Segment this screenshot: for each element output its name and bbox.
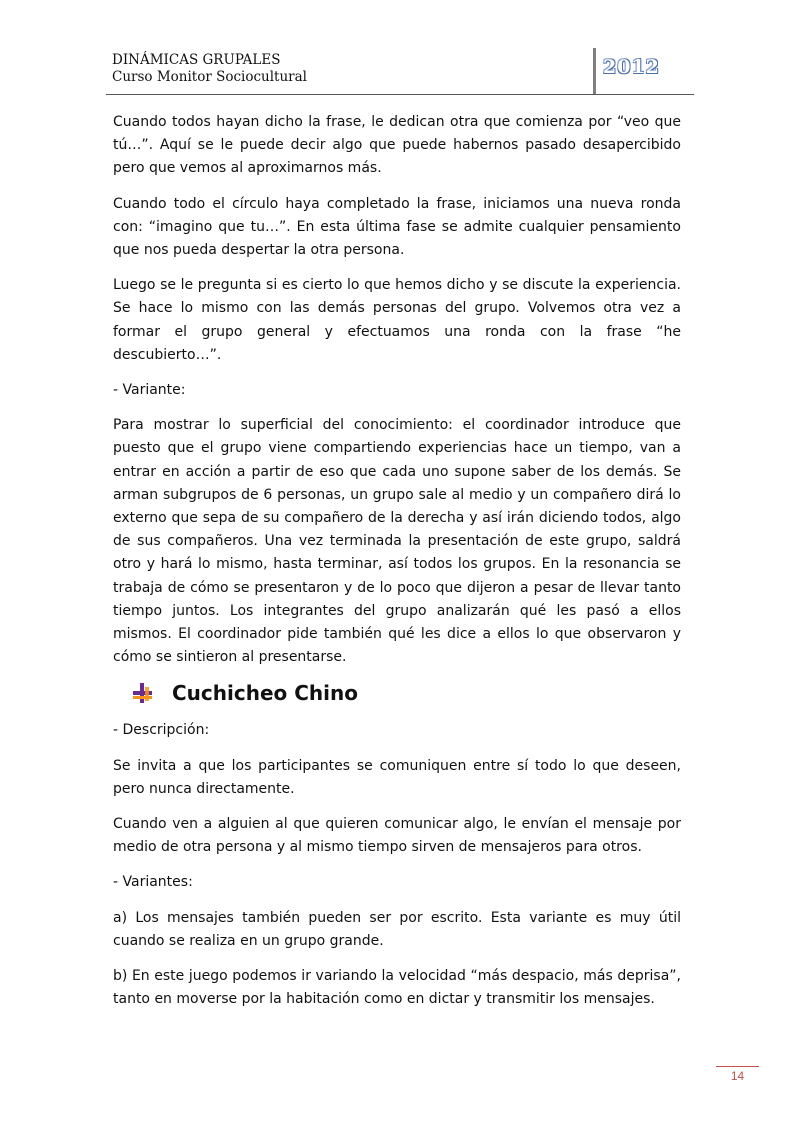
section-title: Cuchicheo Chino bbox=[172, 680, 358, 705]
paragraph: b) En este juego podemos ir variando la velocidad “más despacio, más deprisa”, tanto en moverse por la habitación como en dictar y transmitir los mensajes. bbox=[113, 968, 681, 1008]
header-title-block bbox=[112, 52, 307, 86]
header-rule bbox=[106, 94, 694, 95]
header-year: 2012 bbox=[603, 56, 660, 78]
page-body bbox=[113, 111, 681, 1024]
paragraph: Cuando todo el círculo haya completado la frase, iniciamos una nueva ronda con: “imagino que tu…”. En esta última fase se admite cualquier pensamiento que nos pueda despertar la otra persona. bbox=[113, 195, 681, 259]
paragraph-variant-label: - Variante: bbox=[113, 382, 186, 399]
paragraph: Para mostrar lo superficial del conocimiento: el coordinador introduce que puesto que el grupo viene compartiendo experiencias hace un tiempo, van a entrar en acción a partir de eso que cada uno supone saber de los demás. Se arman subgrupos de 6 personas, un grupo sale al medio y un compañero dirá lo externo que sepa de su compañero de la derecha y así irán diciendo todos, algo de sus compañeros. Una vez terminada la presentación de este grupo, saldrá otro y hará lo mismo, hasta terminar, así todos los grupos. En la resonancia se trabaja de cómo se presentaron y de lo poco que dijeron a pesar de llevar tanto tiempo juntos. Los integrantes del grupo analizarán qué les pasó a ellos mismos. El coordinador pide también qué les dice a ellos lo que observaron y cómo se sintieron al presentarse. bbox=[113, 417, 681, 666]
footer-rule bbox=[716, 1066, 759, 1067]
header-document-title: DINÁMICAS GRUPALES bbox=[112, 52, 281, 68]
paragraph-description-label: - Descripción: bbox=[113, 722, 210, 739]
section-heading bbox=[131, 681, 681, 705]
paragraph: Luego se le pregunta si es cierto lo que hemos dicho y se discute la experiencia. Se hace lo mismo con las demás personas del grupo. Volvemos otra vez a formar el grupo general y efectuamos una ronda con la frase “he descubierto…”. bbox=[113, 277, 681, 363]
page-number: 14 bbox=[730, 1069, 745, 1083]
page-header bbox=[106, 48, 694, 96]
header-divider bbox=[593, 48, 596, 94]
paragraph: a) Los mensajes también pueden ser por escrito. Esta variante es muy útil cuando se realiza en un grupo grande. bbox=[113, 909, 681, 949]
paragraph: Se invita a que los participantes se comuniquen entre sí todo lo que deseen, pero nunca directamente. bbox=[113, 757, 681, 797]
paragraph: Cuando ven a alguien al que quieren comunicar algo, le envían el mensaje por medio de otra persona y al mismo tiempo sirven de mensajeros para otros. bbox=[113, 816, 681, 856]
bullet-arrow-icon bbox=[131, 681, 155, 705]
paragraph-variants-label: - Variantes: bbox=[113, 874, 193, 891]
paragraph: Cuando todos hayan dicho la frase, le dedican otra que comienza por “veo que tú…”. Aquí se le puede decir algo que puede habernos pasado desapercibido pero que vemos al aproximarnos más. bbox=[113, 114, 681, 177]
header-course-name: Curso Monitor Sociocultural bbox=[112, 69, 307, 85]
